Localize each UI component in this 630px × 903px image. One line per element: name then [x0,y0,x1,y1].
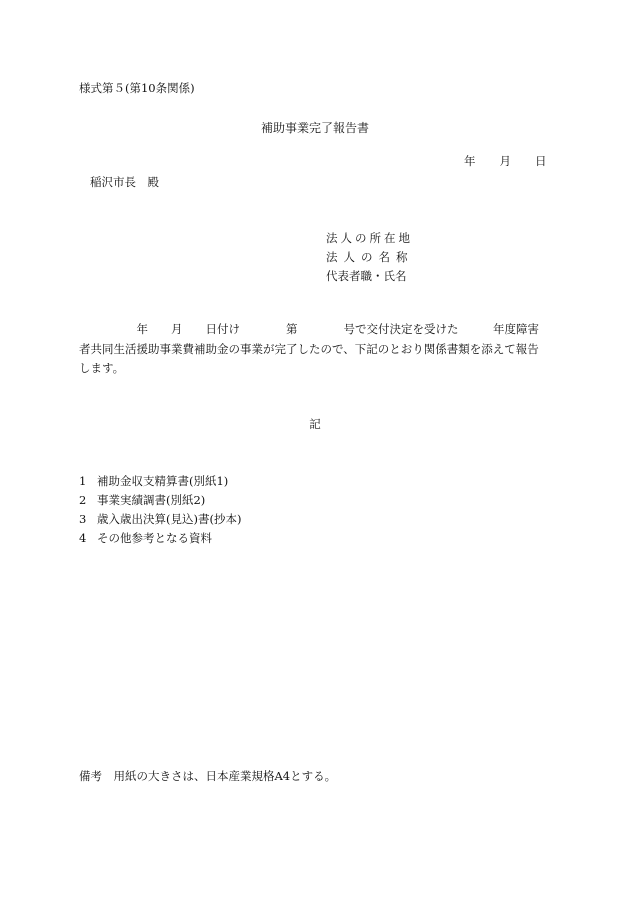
corp-location-label: 法人の所在地 [326,231,413,245]
list-item-text: 事業実績調書(別紙2) [97,493,206,507]
list-item [79,510,241,529]
body-line-3: します。 [79,361,125,375]
date-year: 年 [464,154,476,168]
representative-label: 代表者職・氏名 [326,269,407,283]
attachment-list [79,472,241,548]
list-item-number: 2 [79,493,87,507]
list-item-number: 1 [79,474,87,488]
list-item-text: 歳入歳出決算(見込)書(抄本) [97,512,242,526]
list-item [79,491,241,510]
addressee: 稲沢市長 殿 [90,175,159,189]
list-item-text: 補助金収支精算書(別紙1) [97,474,229,488]
list-item [79,472,241,491]
form-number: 様式第５(第10条関係) [79,81,195,95]
list-item-text: その他参考となる資料 [97,531,212,545]
body-line-2: 者共同生活援助事業費補助金の事業が完了したので、下記のとおり関係書類を添えて報告 [79,341,539,356]
body-line-1: 年 月 日付け 第 号で交付決定を受けた 年度障害 [79,322,539,336]
footnote: 備考 用紙の大きさは、日本産業規格A4とする。 [79,769,337,783]
list-item [79,529,241,548]
date-day: 日 [535,154,547,168]
date-line [464,153,547,169]
body-paragraph [79,320,563,379]
document-title: 補助事業完了報告書 [260,121,369,135]
list-item-number: 3 [79,512,87,526]
list-item-number: 4 [79,531,87,545]
corp-name-label: 法人の名称 [326,250,414,264]
ki-heading: 記 [309,417,321,431]
date-month: 月 [499,154,511,168]
